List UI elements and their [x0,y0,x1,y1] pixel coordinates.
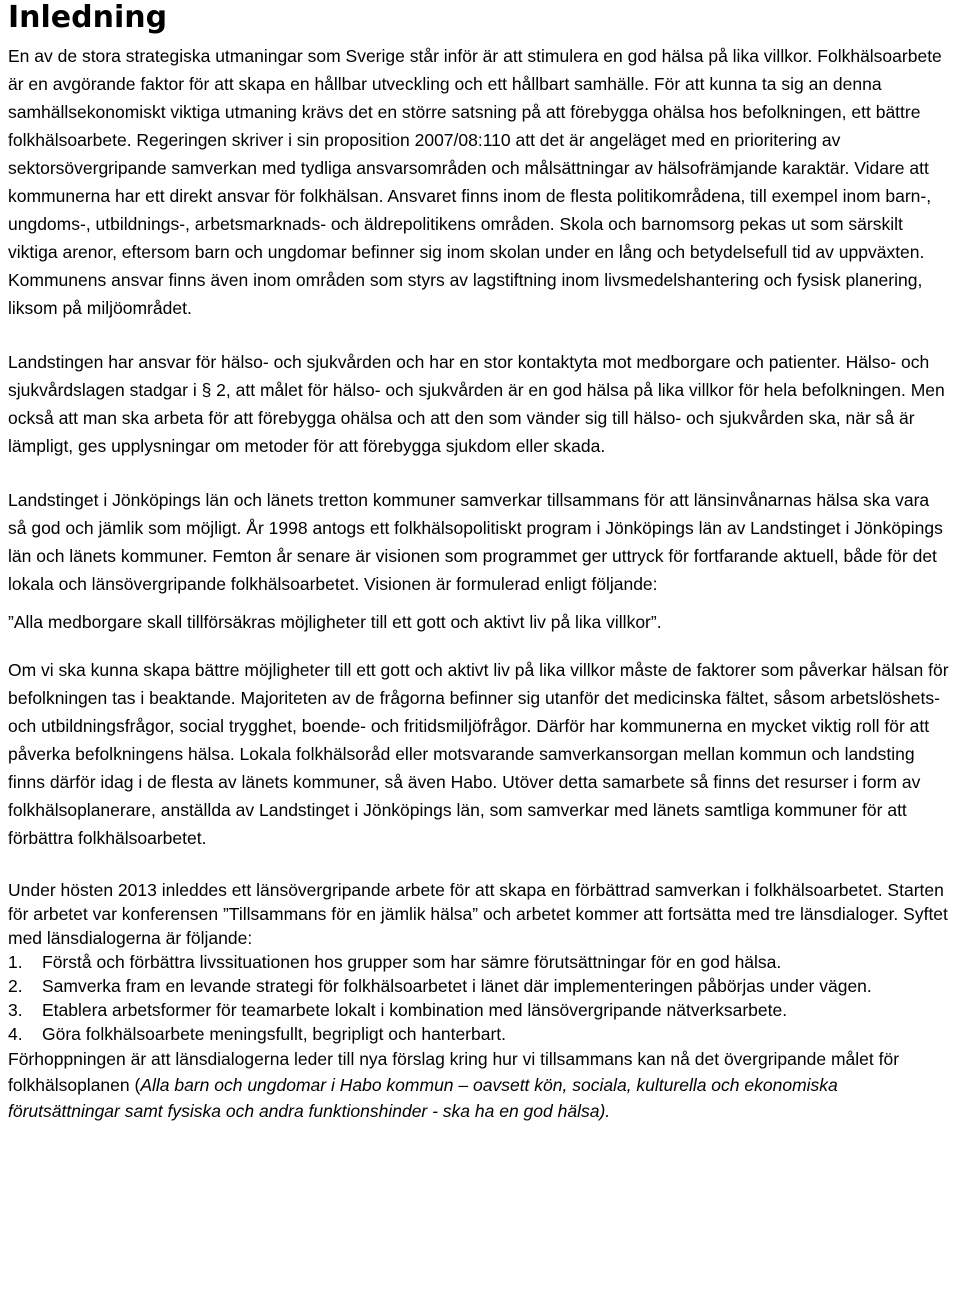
list-item-number: 2. [8,976,23,996]
paragraph-hosten-2013: Under hösten 2013 inleddes ett länsövergripande arbete för att skapa en förbättrad samverkan i folkhälsoarbetet. Starten för arbetet var konferensen ”Tillsammans för en jämlik hälsa” och arbetet kommer att fortsätta med tre länsdialoger. Syftet med länsdialogerna är följande: [8,880,948,948]
paragraph-landstinget-jonkoping: Landstinget i Jönköpings län och länets tretton kommuner samverkar tillsammans för att länsinvånarnas hälsa ska vara så god och jämlik som möjligt. År 1998 antogs ett folkhälsopolitiskt program i Jönköpings län av Landstinget i Jönköpings län och länets kommuner. Femton år senare är visionen som programmet ger uttryck för fortfarande aktuell, både för det lokala och länsövergripande folkhälsoarbetet. Visionen är formulerad enligt följande: [8,490,943,594]
list-item [8,974,950,998]
paragraph-landstingen: Landstingen har ansvar för hälso- och sjukvården och har en stor kontaktyta mot medborgare och patienter. Hälso- och sjukvårdslagen stadgar i § 2, att målet för hälso- och sjukvården är en god hälsa på lika villkor för hela befolkningen. Men också att man ska arbeta för att förebygga ohälsa och att den som vänder sig till hälso- och sjukvården ska, när så är lämpligt, ges upplysningar om metoder för att förebygga sjukdom eller skada. [8,352,945,456]
list-item [8,1022,950,1046]
paragraph-forhoppningen-goal: Alla barn och ungdomar i Habo kommun – oavsett kön, sociala, kulturella och ekonomiska förutsättningar samt fysiska och andra funktionshinder - ska ha en god hälsa). [8,1075,838,1121]
paragraph-gap [8,322,950,348]
list-item [8,950,950,974]
list-item-text: Förstå och förbättra livssituationen hos grupper som har sämre förutsättningar för en god hälsa. [42,952,782,972]
page-title: Inledning [8,0,168,35]
list-item-text: Etablera arbetsformer för teamarbete lokalt i kombination med länsövergripande nätverksarbete. [42,1000,788,1020]
list-item [8,998,950,1022]
paragraph-forhoppningen [8,1046,950,1124]
purpose-list [8,950,950,1046]
list-item-text: Samverka fram en levande strategi för folkhälsoarbetet i länet där implementeringen påbörjas under vägen. [42,976,872,996]
paragraph-forhoppningen-text: Förhoppningen är att länsdialogerna leder till nya förslag kring hur vi tillsammans kan nå det övergripande målet för folkhälsoplanen ( [8,1049,900,1095]
paragraph-intro: En av de stora strategiska utmaningar som Sverige står inför är att stimulera en god hälsa på lika villkor. Folkhälsoarbete är en avgörande faktor för att skapa en hållbar utveckling och ett hållbart samhälle. För att kunna ta sig an denna samhällsekonomiskt viktiga utmaning krävs det en större satsning på att förebygga ohälsa hos befolkningen, ett bättre folkhälsoarbete. Regeringen skriver i sin proposition 2007/08:110 att det är angeläget med en prioritering av sektorsövergripande samverkan med tydliga ansvarsområden och målsättningar av hälsofrämjande karaktär. Vidare att kommunerna har ett direkt ansvar för folkhälsan. Ansvaret finns inom de flesta politikområdena, till exempel inom barn-, ungdoms-, utbildnings-, arbetsmarknads- och äldrepolitikens områden. Skola och barnomsorg pekas ut som särskilt viktiga arenor, eftersom barn och ungdomar befinner sig inom skolan under en lång och betydelsefull tid av uppväxten. Kommunens ansvar finns även inom områden som styrs av lagstiftning inom livsmedelshantering och fysisk planering, liksom på miljöområdet. [8,46,942,318]
paragraph-faktorer: Om vi ska kunna skapa bättre möjligheter till ett gott och aktivt liv på lika villkor måste de faktorer som påverkar hälsan för befolkningen tas i beaktande. Majoriteten av de frågorna befinner sig utanför det medicinska fältet, såsom arbetslöshets- och utbildningsfrågor, social trygghet, boende- och fritidsmiljöfrågor. Därför har kommunerna en mycket viktig roll för att påverka befolkningens hälsa. Lokala folkhälsoråd eller motsvarande samverkansorgan mellan kommun och landsting finns därför idag i de flesta av länets kommuner, så även Habo. Utöver detta samarbete så finns det resurser i form av folkhälsoplanerare, anställda av Landstinget i Jönköpings län, som samverkar med länets samtliga kommuner för att förbättra folkhälsoarbetet. [8,660,949,848]
list-item-number: 4. [8,1024,23,1044]
paragraph-gap [8,460,950,486]
list-item-number: 1. [8,952,23,972]
list-item-number: 3. [8,1000,23,1020]
vision-quote: ”Alla medborgare skall tillförsäkras möjligheter till ett gott och aktivt liv på lika villkor”. [8,612,662,632]
paragraph-gap [8,852,950,878]
list-item-text: Göra folkhälsoarbete meningsfullt, begripligt och hanterbart. [42,1024,507,1044]
